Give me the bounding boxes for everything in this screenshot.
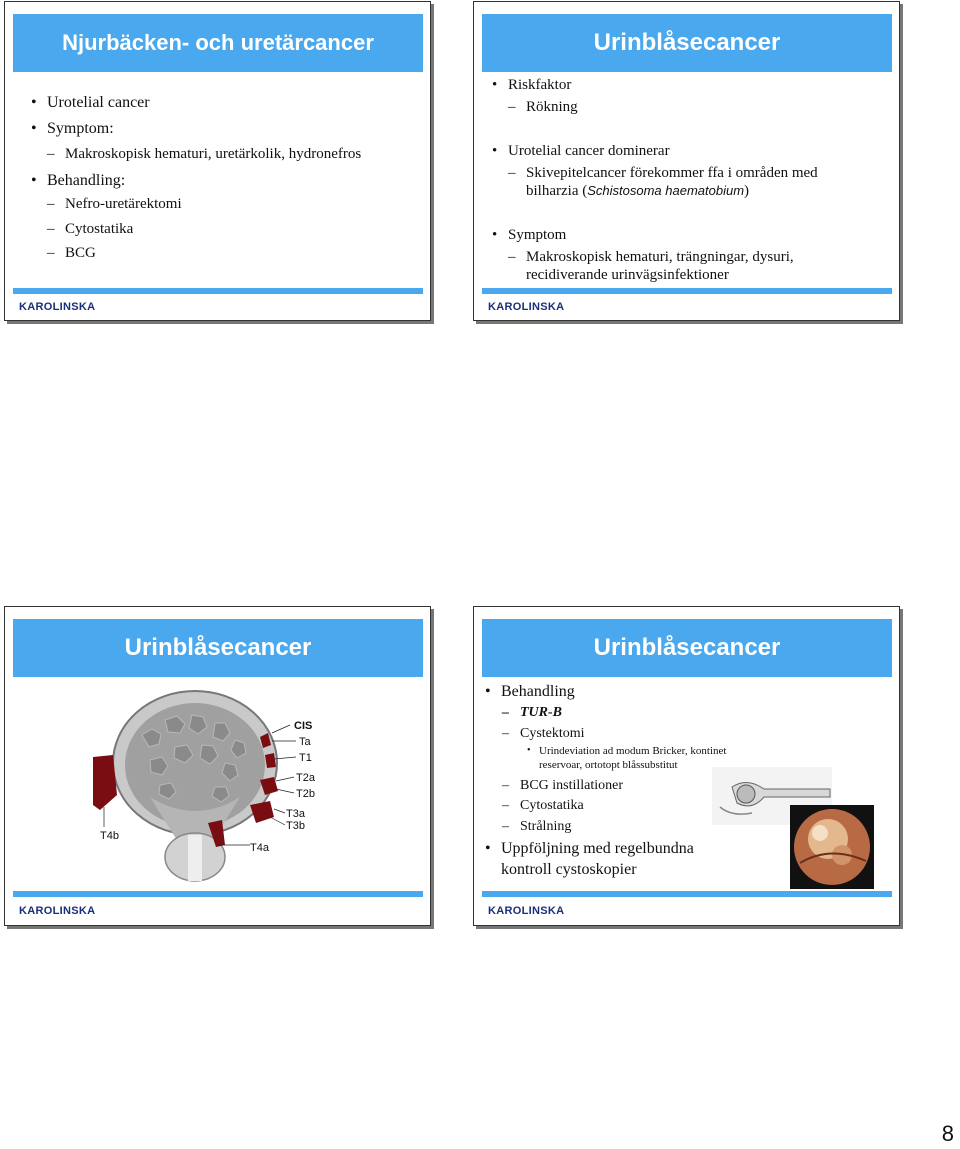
bullet-item: • Symptom: <box>47 121 114 137</box>
sub-bullet-item: – Makroskopisk hematuri, uretärkolik, hydronefros <box>65 147 361 162</box>
stage-label: T4b <box>100 830 119 842</box>
karolinska-logo: KAROLINSKA <box>19 905 96 917</box>
sub-bullet-continuation <box>526 184 749 199</box>
bullet-item: • Urotelial cancer dominerar <box>508 144 670 159</box>
stage-label: T1 <box>299 752 312 764</box>
sub-sub-bullet-continuation: reservoar, ortotopt blåssubstitut <box>539 759 678 771</box>
bullet-item: • Riskfaktor <box>508 78 571 93</box>
karolinska-logo: KAROLINSKA <box>488 905 565 917</box>
bullet-item: • Behandling <box>501 684 575 700</box>
karolinska-logo: KAROLINSKA <box>19 301 96 313</box>
stage-label: T4a <box>250 842 269 854</box>
stage-label: T2b <box>296 788 315 800</box>
footer-line <box>482 891 892 897</box>
footer-line <box>13 288 423 294</box>
footer-line <box>482 288 892 294</box>
sub-bullet-item: – Skivepitelcancer förekommer ffa i områden med <box>526 166 818 181</box>
sub-bullet-item: – Makroskopisk hematuri, trängningar, dysuri, <box>526 250 794 265</box>
tumor-t4b <box>93 755 117 810</box>
stage-label: T3a <box>286 808 305 820</box>
tumor-t3 <box>250 801 274 823</box>
bullet-item: • Behandling: <box>47 173 125 189</box>
slide-2 <box>473 1 900 321</box>
sub-bullet-item: – Cytostatika <box>65 222 133 237</box>
continuation-suffix: ) <box>744 183 750 199</box>
slide-title: Njurbäcken- och uretärcancer <box>13 14 423 72</box>
stage-label: T3b <box>286 820 305 832</box>
stage-label: Ta <box>299 736 311 748</box>
sub-bullet-item: – Cytostatika <box>520 799 584 813</box>
page-number: 8 <box>941 1121 954 1146</box>
sub-bullet-item: – BCG <box>65 246 96 261</box>
continuation-text: bilharzia ( <box>526 183 588 199</box>
bullet-item: • Uppföljning med regelbundna <box>501 841 694 857</box>
slide-title: Urinblåsecancer <box>13 619 423 677</box>
stage-label: T2a <box>296 772 315 784</box>
slide-title: Urinblåsecancer <box>482 619 892 677</box>
sub-bullet-item: – Nefro-uretärektomi <box>65 197 182 212</box>
sub-bullet-item: – Rökning <box>526 100 578 115</box>
bullet-item: • Symptom <box>508 228 566 243</box>
sub-sub-bullet-item: • Urindeviation ad modum Bricker, kontinet <box>539 746 726 757</box>
cystoscopy-image <box>790 805 874 889</box>
latin-species-name: Schistosoma haematobium <box>587 183 745 198</box>
karolinska-logo: KAROLINSKA <box>488 301 565 313</box>
sub-bullet-item: – TUR-B <box>520 706 562 720</box>
sub-bullet-item: – Strålning <box>520 820 571 834</box>
sub-bullet-continuation: recidiverande urinvägsinfektioner <box>526 267 729 283</box>
sub-bullet-item: – Cystektomi <box>520 727 585 741</box>
bullet-item: • Urotelial cancer <box>47 95 150 111</box>
slide-4 <box>473 606 900 926</box>
stage-label: CIS <box>294 720 313 732</box>
footer-line <box>13 891 423 897</box>
sub-bullet-item: – BCG instillationer <box>520 779 623 793</box>
urethra <box>188 835 202 881</box>
slide-3 <box>4 606 431 926</box>
slide-1 <box>4 1 431 321</box>
bladder-staging-diagram <box>90 685 340 885</box>
bullet-continuation: kontroll cystoskopier <box>501 861 637 878</box>
slide-title: Urinblåsecancer <box>482 14 892 72</box>
